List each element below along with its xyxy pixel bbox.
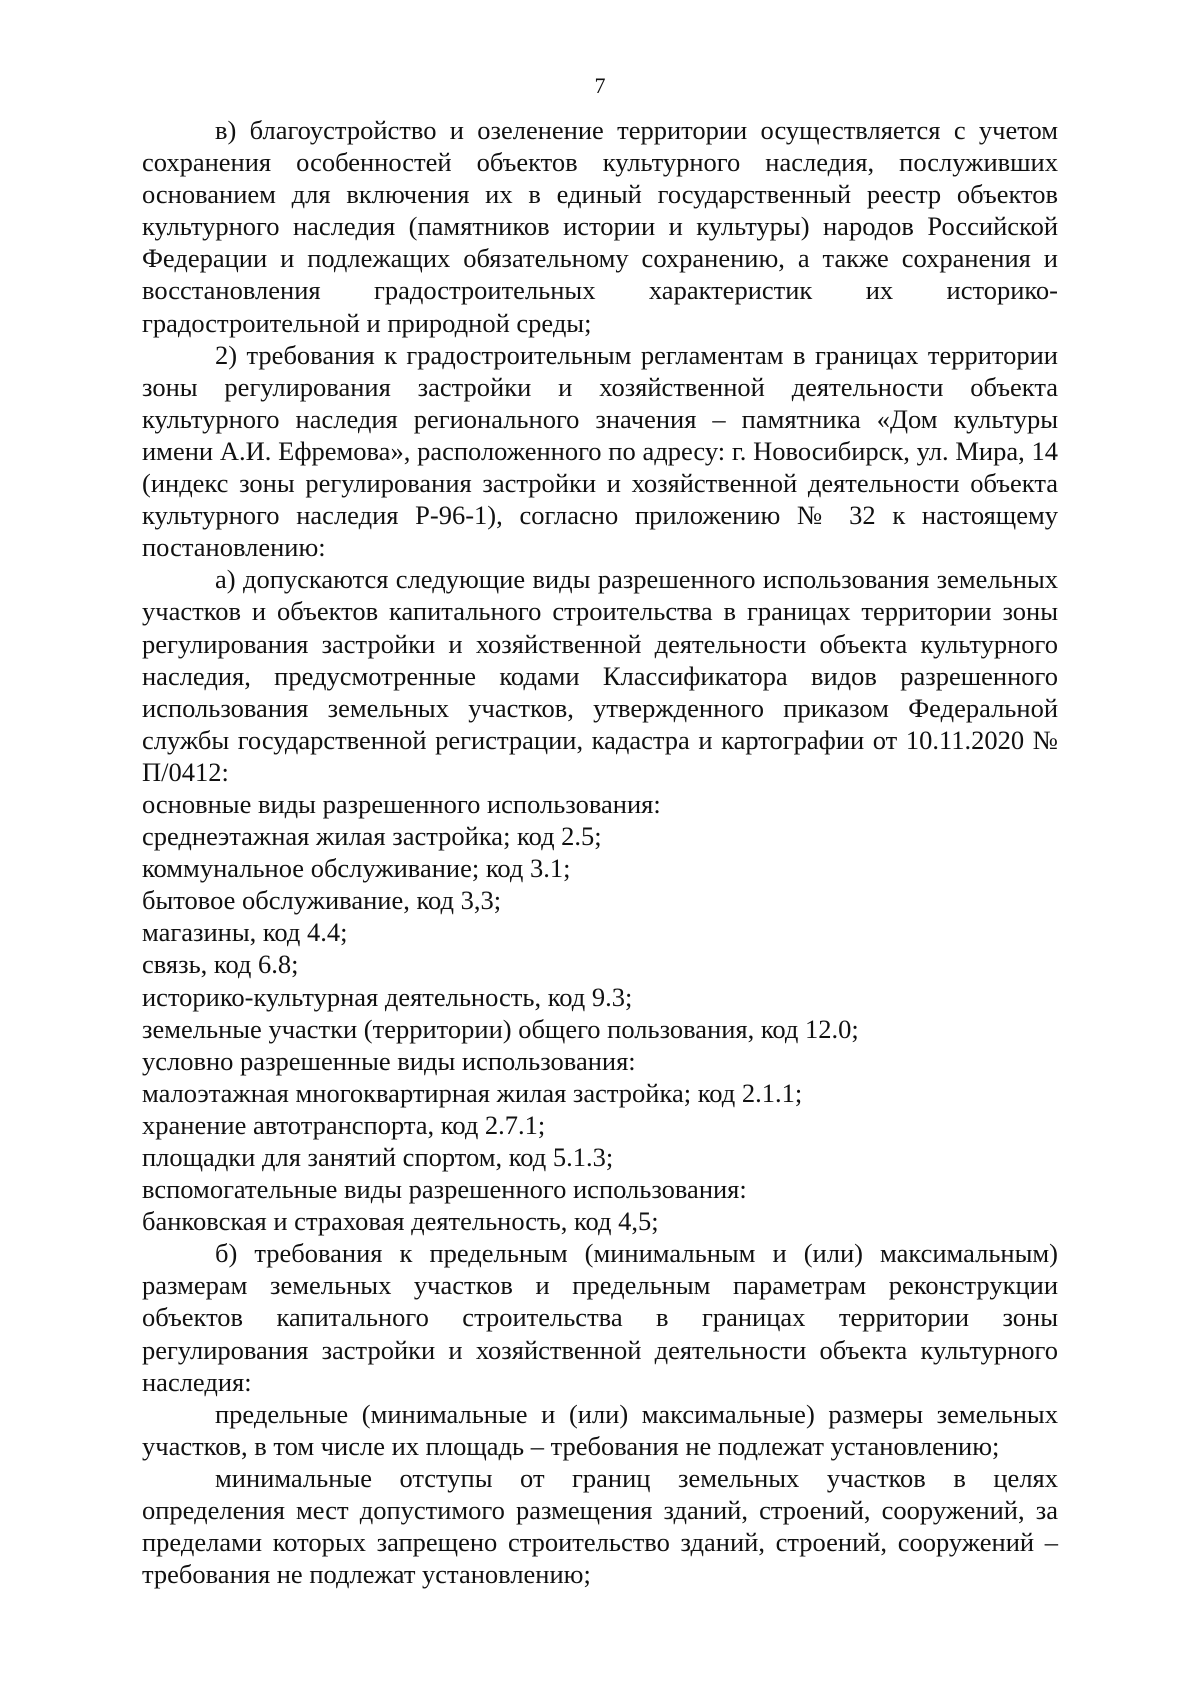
paragraph: б) требования к предельным (минимальным и (или) максимальным) размерам земельных участков и предельным параметрам реконструкции объектов капитального строительства в границах территории зоны регулирования застройки и хозяйственной деятельности объекта культурного наследия:	[142, 1238, 1058, 1397]
list-item: условно разрешенные виды использования:	[142, 1045, 636, 1076]
list-item: коммунальное обслуживание; код 3.1;	[142, 853, 571, 884]
paragraph: а) допускаются следующие виды разрешенного использования земельных участков и объектов капитального строительства в границах территории зоны регулирования застройки и хозяйственной деятельности объекта культурного наследия, предусмотренные кодами Классификатора видов разрешенного использования земельных участков, утвержденного приказом Федеральной службы государственной регистрации, кадастра и картографии от 10.11.2020 № П/0412:	[142, 564, 1058, 787]
list-item: связь, код 6.8;	[142, 949, 299, 980]
paragraph: в) благоустройство и озеленение территории осуществляется с учетом сохранения особенностей объектов культурного наследия, послуживших основанием для включения их в единый государственный реестр объектов культурного наследия (памятников истории и культуры) народов Российской Федерации и подлежащих обязательному сохранению, а также сохранения и восстановления градостроительных характеристик их историко-градостроительной и природной среды;	[142, 115, 1058, 338]
paragraph: 2) требования к градостроительным регламентам в границах территории зоны регулирования застройки и хозяйственной деятельности объекта культурного наследия регионального значения – памятника «Дом культуры имени А.И. Ефремова», расположенного по адресу: г. Новосибирск, ул. Мира, 14 (индекс зоны регулирования застройки и хозяйственной деятельности объекта культурного наследия Р-96-1), согласно приложению № 32 к настоящему постановлению:	[142, 339, 1058, 563]
list-item: земельные участки (территории) общего пользования, код 12.0;	[142, 1013, 859, 1044]
list-item: площадки для занятий спортом, код 5.1.3;	[142, 1142, 614, 1172]
list-item: вспомогательные виды разрешенного использования:	[142, 1174, 747, 1205]
list-item: банковская и страховая деятельность, код 4,5;	[142, 1206, 659, 1237]
list-item: малоэтажная многоквартирная жилая застройка; код 2.1.1;	[142, 1077, 803, 1108]
list-item: среднеэтажная жилая застройка; код 2.5;	[142, 821, 602, 852]
list-item: историко-культурная деятельность, код 9.3;	[142, 981, 633, 1012]
list-item: хранение автотранспорта, код 2.7.1;	[142, 1109, 546, 1140]
list-item: магазины, код 4.4;	[142, 917, 348, 948]
list-item: бытовое обслуживание, код 3,3;	[142, 885, 502, 916]
paragraph: минимальные отступы от границ земельных участков в целях определения мест допустимого размещения зданий, строений, сооружений, за пределами которых запрещено строительство зданий, строений, сооружений – требования не подлежат установлению;	[142, 1462, 1058, 1590]
document-body	[142, 114, 1058, 1590]
list-item: основные виды разрешенного использования:	[142, 788, 661, 819]
paragraph: предельные (минимальные и (или) максимальные) размеры земельных участков, в том числе их площадь – требования не подлежат установлению;	[142, 1398, 1058, 1461]
page-number: 7	[594, 73, 606, 98]
